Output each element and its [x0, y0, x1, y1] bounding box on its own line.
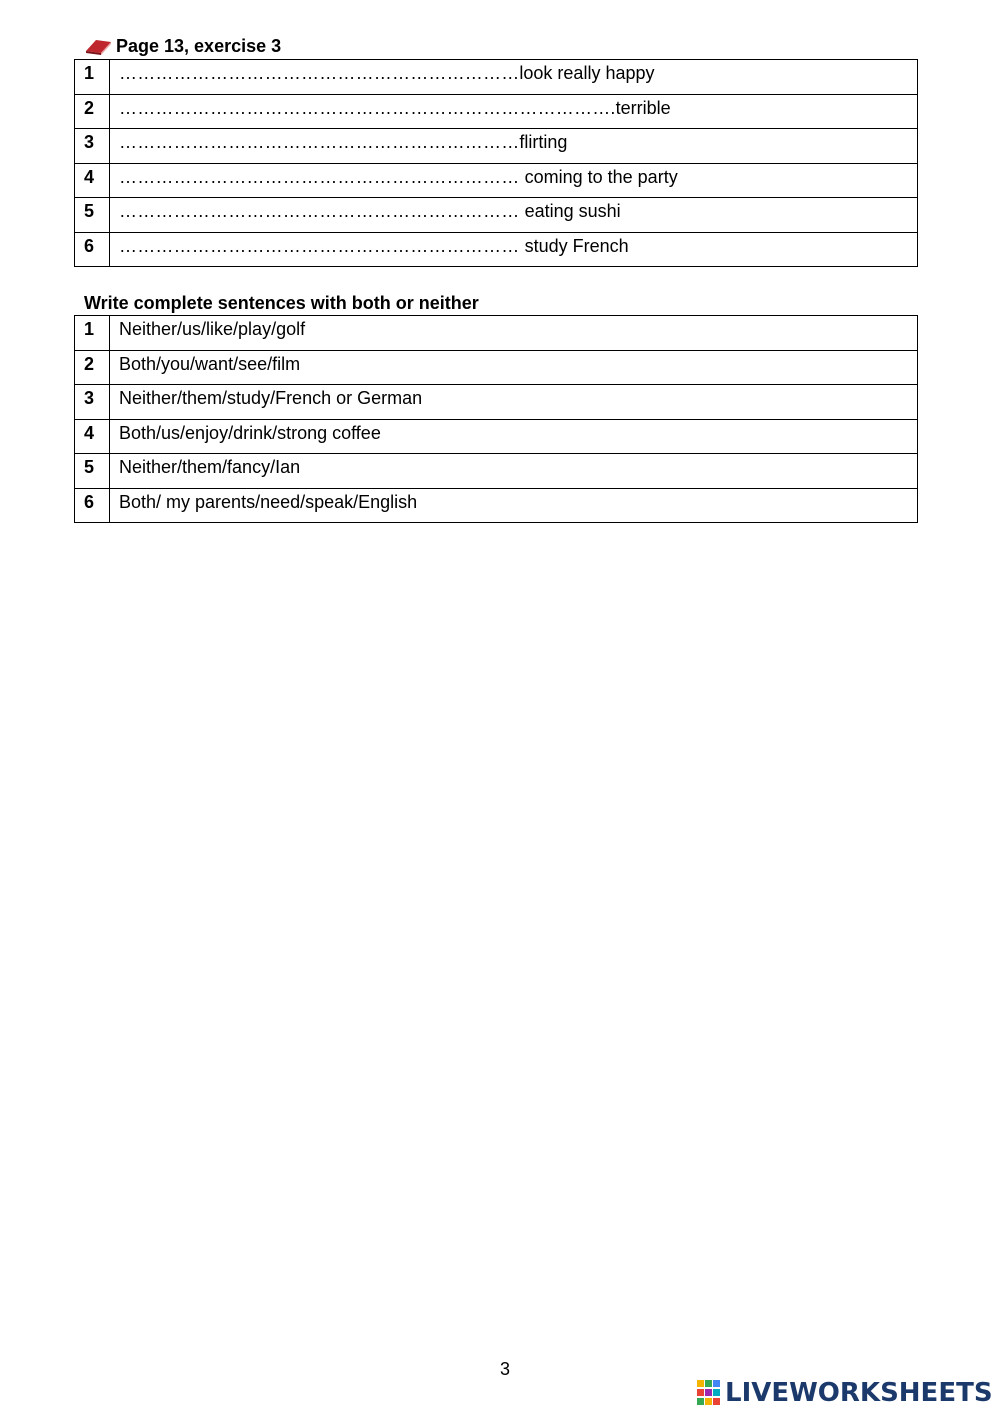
prompt-text: flirting — [519, 132, 568, 152]
answer-blank: ………………………………………………………… — [119, 201, 525, 221]
answer-cell[interactable] — [110, 60, 918, 95]
row-number: 6 — [75, 488, 110, 523]
row-number: 4 — [75, 163, 110, 198]
table-row — [75, 350, 918, 385]
exercise1-title: Page 13, exercise 3 — [116, 36, 282, 56]
prompt-text: look really happy — [519, 63, 655, 83]
row-number: 2 — [75, 94, 110, 129]
row-number: 5 — [75, 454, 110, 489]
answer-cell[interactable] — [110, 198, 918, 233]
table-row — [75, 316, 918, 351]
page-number: 3 — [499, 1359, 510, 1379]
row-number: 5 — [75, 198, 110, 233]
exercise2-heading — [84, 293, 479, 313]
table-row — [75, 163, 918, 198]
row-number: 1 — [75, 316, 110, 351]
exercise1-table — [74, 59, 918, 267]
book-icon — [84, 37, 112, 55]
prompt-cell[interactable]: Both/us/enjoy/drink/strong coffee — [110, 419, 918, 454]
answer-cell[interactable] — [110, 232, 918, 267]
table-row — [75, 198, 918, 233]
answer-blank: ………………………………………………………… — [119, 132, 520, 152]
answer-blank: ………………………………………………………… — [119, 63, 520, 83]
table-row — [75, 419, 918, 454]
table-row — [75, 454, 918, 489]
exercise1-heading — [84, 36, 281, 56]
answer-blank: ………………………………………………………………………. — [119, 97, 616, 118]
liveworksheets-logo-icon — [697, 1380, 721, 1406]
prompt-text: coming to the party — [524, 166, 678, 187]
prompt-cell[interactable]: Neither/them/study/French or German — [110, 385, 918, 420]
row-number: 2 — [75, 350, 110, 385]
table-row — [75, 385, 918, 420]
brand-name: LIVEWORKSHEETS — [725, 1378, 993, 1408]
answer-blank: ………………………………………………………… — [119, 166, 525, 187]
answer-cell[interactable] — [110, 163, 918, 198]
row-number: 1 — [75, 60, 110, 95]
row-number: 6 — [75, 232, 110, 267]
answer-blank: ………………………………………………………… — [119, 235, 525, 256]
table-row — [75, 60, 918, 95]
table-row — [75, 94, 918, 129]
prompt-cell[interactable]: Neither/us/like/play/golf — [110, 316, 918, 351]
prompt-text: study French — [524, 235, 629, 256]
exercise2-title: Write complete sentences with both or neither — [84, 293, 479, 313]
prompt-cell[interactable]: Neither/them/fancy/Ian — [110, 454, 918, 489]
prompt-text: eating sushi — [524, 201, 621, 221]
row-number: 3 — [75, 385, 110, 420]
table-row — [75, 232, 918, 267]
brand-footer[interactable] — [697, 1378, 993, 1408]
answer-cell[interactable] — [110, 94, 918, 129]
table-row — [75, 488, 918, 523]
row-number: 3 — [75, 129, 110, 164]
answer-cell[interactable] — [110, 129, 918, 164]
row-number: 4 — [75, 419, 110, 454]
table-row — [75, 129, 918, 164]
exercise2-table — [74, 315, 918, 523]
prompt-text: terrible — [615, 97, 671, 118]
prompt-cell[interactable]: Both/ my parents/need/speak/English — [110, 488, 918, 523]
prompt-cell[interactable]: Both/you/want/see/film — [110, 350, 918, 385]
